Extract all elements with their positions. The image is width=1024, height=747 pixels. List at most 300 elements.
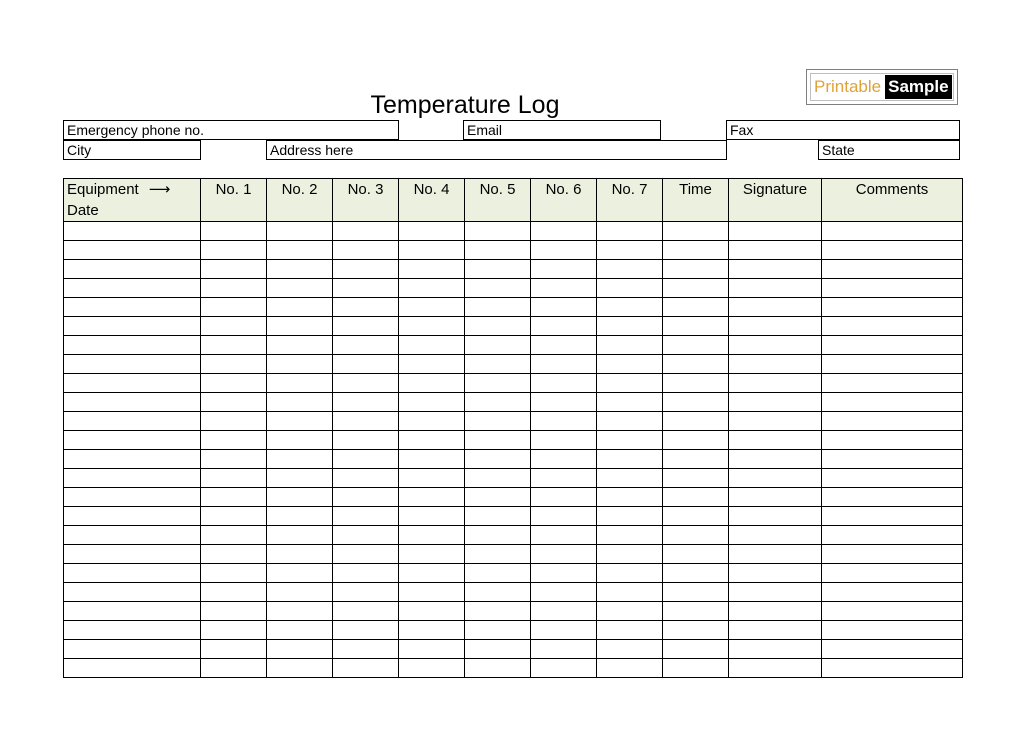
table-cell[interactable] [597,298,663,317]
table-cell[interactable] [822,222,963,241]
table-cell[interactable] [729,241,822,260]
table-cell[interactable] [465,412,531,431]
table-cell[interactable] [201,488,267,507]
table-cell[interactable] [531,450,597,469]
table-cell[interactable] [531,659,597,678]
table-cell[interactable] [267,241,333,260]
table-cell[interactable] [531,279,597,298]
table-cell[interactable] [64,450,201,469]
table-cell[interactable] [333,393,399,412]
table-cell[interactable] [465,393,531,412]
table-cell[interactable] [597,621,663,640]
table-cell[interactable] [64,374,201,393]
table-cell[interactable] [822,526,963,545]
table-cell[interactable] [201,640,267,659]
table-cell[interactable] [465,640,531,659]
table-cell[interactable] [399,469,465,488]
table-cell[interactable] [399,374,465,393]
table-cell[interactable] [465,488,531,507]
table-cell[interactable] [663,412,729,431]
table-cell[interactable] [663,260,729,279]
table-cell[interactable] [333,260,399,279]
table-cell[interactable] [465,317,531,336]
table-cell[interactable] [729,374,822,393]
emergency-phone-field[interactable]: Emergency phone no. [63,120,399,140]
table-cell[interactable] [663,469,729,488]
table-cell[interactable] [465,260,531,279]
fax-field[interactable]: Fax [726,120,960,140]
table-cell[interactable] [333,298,399,317]
table-cell[interactable] [201,469,267,488]
table-cell[interactable] [201,545,267,564]
table-row [64,507,963,526]
table-cell[interactable] [267,412,333,431]
table-cell[interactable] [201,526,267,545]
table-cell[interactable] [822,393,963,412]
table-cell[interactable] [399,412,465,431]
table-row [64,241,963,260]
table-cell[interactable] [201,621,267,640]
table-cell[interactable] [465,564,531,583]
table-cell[interactable] [729,488,822,507]
city-field[interactable]: City [63,140,201,160]
table-cell[interactable] [465,279,531,298]
table-cell[interactable] [822,317,963,336]
table-cell[interactable] [597,640,663,659]
temperature-log-table [63,178,963,678]
table-cell[interactable] [399,279,465,298]
table-cell[interactable] [663,602,729,621]
column-header-no-1: No. 1 [201,179,267,222]
table-cell[interactable] [597,317,663,336]
table-cell[interactable] [729,640,822,659]
table-row [64,260,963,279]
table-cell[interactable] [597,659,663,678]
table-cell[interactable] [822,583,963,602]
table-cell[interactable] [663,526,729,545]
table-cell[interactable] [729,602,822,621]
table-cell[interactable] [531,317,597,336]
table-cell[interactable] [663,336,729,355]
column-header-no-3: No. 3 [333,179,399,222]
table-cell[interactable] [64,659,201,678]
table-cell[interactable] [531,393,597,412]
table-cell[interactable] [465,355,531,374]
table-cell[interactable] [597,222,663,241]
table-cell[interactable] [399,488,465,507]
table-cell[interactable] [663,279,729,298]
table-cell[interactable] [399,393,465,412]
table-cell[interactable] [822,640,963,659]
table-cell[interactable] [399,564,465,583]
table-cell[interactable] [465,507,531,526]
table-cell[interactable] [267,526,333,545]
table-cell[interactable] [597,564,663,583]
table-cell[interactable] [729,583,822,602]
table-cell[interactable] [465,298,531,317]
page-title: Temperature Log [370,91,560,119]
table-cell[interactable] [729,260,822,279]
table-cell[interactable] [64,602,201,621]
table-cell[interactable] [531,488,597,507]
table-cell[interactable] [729,393,822,412]
table-cell[interactable] [597,241,663,260]
table-cell[interactable] [201,222,267,241]
table-header-row [64,179,963,222]
table-cell[interactable] [663,564,729,583]
table-cell[interactable] [399,659,465,678]
table-cell[interactable] [597,431,663,450]
table-row [64,583,963,602]
table-cell[interactable] [267,545,333,564]
column-header-comments: Comments [822,179,963,222]
table-cell[interactable] [64,298,201,317]
table-row [64,279,963,298]
table-cell[interactable] [663,241,729,260]
column-header-signature: Signature [729,179,822,222]
table-cell[interactable] [597,260,663,279]
table-cell[interactable] [267,298,333,317]
table-cell[interactable] [597,469,663,488]
table-cell[interactable] [663,640,729,659]
table-cell[interactable] [201,564,267,583]
table-cell[interactable] [822,564,963,583]
table-cell[interactable] [333,621,399,640]
table-row [64,355,963,374]
table-cell[interactable] [465,659,531,678]
table-cell[interactable] [201,241,267,260]
table-cell[interactable] [64,260,201,279]
table-cell[interactable] [201,260,267,279]
table-cell[interactable] [333,450,399,469]
table-cell[interactable] [531,526,597,545]
table-cell[interactable] [531,621,597,640]
table-cell[interactable] [597,355,663,374]
table-cell[interactable] [663,431,729,450]
table-cell[interactable] [729,526,822,545]
table-cell[interactable] [729,545,822,564]
table-cell[interactable] [822,336,963,355]
table-row [64,374,963,393]
table-cell[interactable] [333,602,399,621]
table-cell[interactable] [531,241,597,260]
column-header-no-6: No. 6 [531,179,597,222]
table-cell[interactable] [267,393,333,412]
table-cell[interactable] [201,355,267,374]
table-cell[interactable] [822,431,963,450]
table-cell[interactable] [333,374,399,393]
table-cell[interactable] [729,431,822,450]
table-cell[interactable] [597,545,663,564]
table-cell[interactable] [729,336,822,355]
table-cell[interactable] [822,507,963,526]
table-cell[interactable] [64,222,201,241]
table-cell[interactable] [64,336,201,355]
table-cell[interactable] [201,583,267,602]
table-cell[interactable] [64,241,201,260]
table-cell[interactable] [465,545,531,564]
table-cell[interactable] [729,450,822,469]
table-cell[interactable] [465,431,531,450]
table-cell[interactable] [663,355,729,374]
table-cell[interactable] [531,412,597,431]
table-cell[interactable] [597,279,663,298]
table-cell[interactable] [465,222,531,241]
table-cell[interactable] [399,222,465,241]
table-cell[interactable] [663,583,729,602]
table-cell[interactable] [399,260,465,279]
table-row [64,298,963,317]
table-cell[interactable] [64,355,201,374]
table-cell[interactable] [267,640,333,659]
table-cell[interactable] [465,583,531,602]
table-cell[interactable] [597,602,663,621]
table-cell[interactable] [597,488,663,507]
table-cell[interactable] [531,564,597,583]
table-cell[interactable] [729,469,822,488]
table-cell[interactable] [399,355,465,374]
table-cell[interactable] [465,469,531,488]
table-cell[interactable] [201,507,267,526]
table-cell[interactable] [597,526,663,545]
table-cell[interactable] [64,431,201,450]
table-cell[interactable] [64,583,201,602]
table-cell[interactable] [597,507,663,526]
table-cell[interactable] [267,260,333,279]
table-cell[interactable] [333,222,399,241]
table-cell[interactable] [729,222,822,241]
table-cell[interactable] [597,412,663,431]
table-cell[interactable] [333,545,399,564]
table-cell[interactable] [531,298,597,317]
table-cell[interactable] [399,450,465,469]
table-cell[interactable] [333,241,399,260]
table-cell[interactable] [333,564,399,583]
table-cell[interactable] [399,336,465,355]
table-cell[interactable] [663,450,729,469]
table-cell[interactable] [531,355,597,374]
table-cell[interactable] [201,279,267,298]
table-row [64,564,963,583]
table-cell[interactable] [729,412,822,431]
table-cell[interactable] [399,621,465,640]
table-cell[interactable] [267,583,333,602]
table-cell[interactable] [267,355,333,374]
table-cell[interactable] [333,355,399,374]
table-cell[interactable] [729,659,822,678]
table-cell[interactable] [399,431,465,450]
table-cell[interactable] [531,222,597,241]
table-cell[interactable] [333,469,399,488]
table-cell[interactable] [267,374,333,393]
table-row [64,526,963,545]
table-cell[interactable] [531,602,597,621]
column-header-no-2: No. 2 [267,179,333,222]
table-row [64,640,963,659]
table-cell[interactable] [333,507,399,526]
table-cell[interactable] [663,393,729,412]
table-cell[interactable] [663,545,729,564]
table-cell[interactable] [201,374,267,393]
table-cell[interactable] [64,488,201,507]
table-row [64,317,963,336]
table-cell[interactable] [465,621,531,640]
table-cell[interactable] [333,488,399,507]
table-cell[interactable] [201,412,267,431]
table-cell[interactable] [399,317,465,336]
table-cell[interactable] [822,545,963,564]
table-cell[interactable] [822,260,963,279]
table-cell[interactable] [663,488,729,507]
table-cell[interactable] [64,393,201,412]
email-field[interactable]: Email [463,120,661,140]
table-cell[interactable] [465,450,531,469]
table-cell[interactable] [333,431,399,450]
table-cell[interactable] [399,298,465,317]
table-row [64,621,963,640]
table-cell[interactable] [64,412,201,431]
table-cell[interactable] [597,450,663,469]
table-cell[interactable] [729,621,822,640]
table-cell[interactable] [663,298,729,317]
table-cell[interactable] [729,279,822,298]
table-cell[interactable] [822,450,963,469]
table-cell[interactable] [663,222,729,241]
table-cell[interactable] [267,564,333,583]
table-cell[interactable] [267,602,333,621]
table-cell[interactable] [267,279,333,298]
table-cell[interactable] [465,602,531,621]
table-cell[interactable] [267,450,333,469]
table-cell[interactable] [729,355,822,374]
table-cell[interactable] [729,317,822,336]
table-cell[interactable] [267,222,333,241]
table-cell[interactable] [267,507,333,526]
table-cell[interactable] [822,374,963,393]
table-cell[interactable] [399,545,465,564]
table-row [64,469,963,488]
table-cell[interactable] [333,279,399,298]
table-cell[interactable] [663,659,729,678]
right-arrow-icon: ⟶ [148,181,171,198]
table-cell[interactable] [201,659,267,678]
table-cell[interactable] [729,507,822,526]
table-row [64,431,963,450]
table-cell[interactable] [729,564,822,583]
table-cell[interactable] [663,507,729,526]
table-cell[interactable] [267,317,333,336]
table-cell[interactable] [663,317,729,336]
table-cell[interactable] [267,488,333,507]
table-cell[interactable] [333,583,399,602]
table-cell[interactable] [822,659,963,678]
table-cell[interactable] [531,431,597,450]
table-cell[interactable] [531,469,597,488]
table-cell[interactable] [822,602,963,621]
table-cell[interactable] [64,621,201,640]
table-cell[interactable] [597,374,663,393]
table-cell[interactable] [597,583,663,602]
table-cell[interactable] [64,469,201,488]
table-cell[interactable] [201,450,267,469]
table-cell[interactable] [822,488,963,507]
table-cell[interactable] [399,602,465,621]
table-cell[interactable] [465,241,531,260]
table-cell[interactable] [597,336,663,355]
table-cell[interactable] [465,374,531,393]
table-cell[interactable] [822,469,963,488]
table-cell[interactable] [64,545,201,564]
table-cell[interactable] [531,507,597,526]
logo-sample-text: Sample [885,75,951,99]
table-row [64,393,963,412]
table-cell[interactable] [201,336,267,355]
table-cell[interactable] [201,431,267,450]
state-field[interactable]: State [818,140,960,160]
table-cell[interactable] [531,374,597,393]
table-cell[interactable] [663,374,729,393]
table-cell[interactable] [465,336,531,355]
table-cell[interactable] [822,621,963,640]
table-cell[interactable] [531,336,597,355]
table-cell[interactable] [267,336,333,355]
table-cell[interactable] [465,526,531,545]
table-cell[interactable] [64,507,201,526]
table-cell[interactable] [729,298,822,317]
table-cell[interactable] [822,241,963,260]
table-cell[interactable] [333,640,399,659]
table-cell[interactable] [64,279,201,298]
table-cell[interactable] [399,507,465,526]
table-cell[interactable] [333,412,399,431]
table-cell[interactable] [663,621,729,640]
table-cell[interactable] [399,526,465,545]
table-cell[interactable] [201,602,267,621]
date-header-label: Date [67,202,99,219]
table-cell[interactable] [822,355,963,374]
table-cell[interactable] [267,431,333,450]
table-cell[interactable] [267,659,333,678]
table-cell[interactable] [399,583,465,602]
table-cell[interactable] [531,545,597,564]
table-cell[interactable] [201,393,267,412]
table-cell[interactable] [399,640,465,659]
table-cell[interactable] [64,526,201,545]
table-cell[interactable] [531,640,597,659]
table-cell[interactable] [531,583,597,602]
table-cell[interactable] [64,317,201,336]
table-cell[interactable] [333,317,399,336]
table-cell[interactable] [333,659,399,678]
table-cell[interactable] [822,298,963,317]
table-cell[interactable] [333,526,399,545]
table-cell[interactable] [531,260,597,279]
table-row [64,602,963,621]
table-cell[interactable] [267,469,333,488]
table-row [64,336,963,355]
table-cell[interactable] [64,640,201,659]
table-cell[interactable] [822,412,963,431]
address-field[interactable]: Address here [266,140,727,160]
table-cell[interactable] [597,393,663,412]
table-cell[interactable] [201,298,267,317]
table-cell[interactable] [267,621,333,640]
table-cell[interactable] [64,564,201,583]
table-cell[interactable] [399,241,465,260]
table-cell[interactable] [333,336,399,355]
table-cell[interactable] [822,279,963,298]
table-cell[interactable] [201,317,267,336]
